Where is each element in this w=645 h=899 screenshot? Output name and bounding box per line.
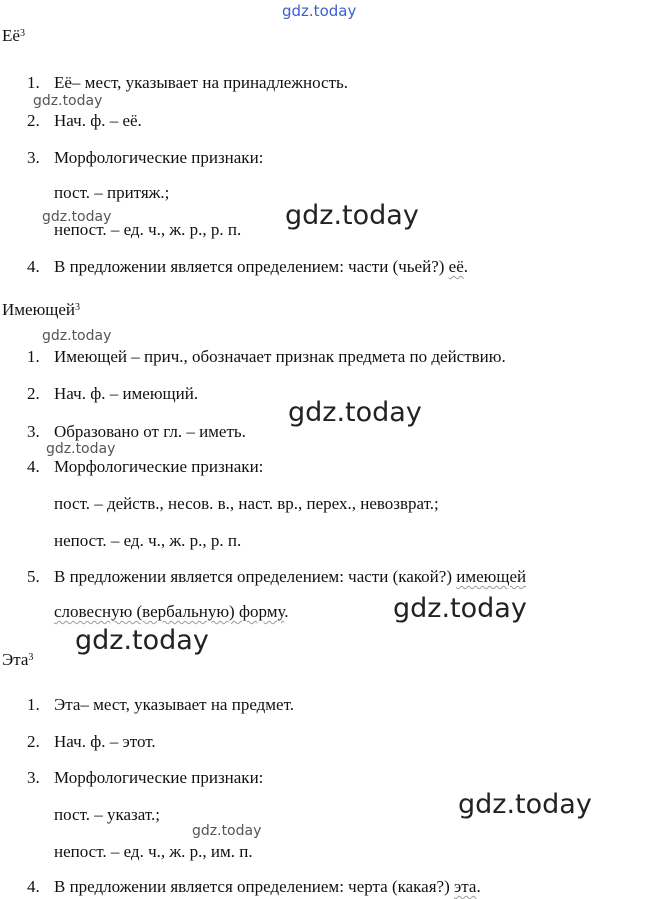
list-item: 2. Нач. ф. – этот. xyxy=(27,732,156,751)
watermark: gdz.today xyxy=(192,823,262,839)
section-heading: Имеющей$^3$ xyxy=(2,300,81,319)
sub-item: пост. – указат.; xyxy=(54,805,160,824)
watermark: gdz.today xyxy=(285,200,419,231)
list-item: 1. Имеющей – прич., обозначает признак предмета по действию. xyxy=(27,347,506,366)
watermark: gdz.today xyxy=(458,789,592,820)
sub-item: словесную (вербальную) форму. xyxy=(54,602,289,621)
list-item: 1. Её– мест, указывает на принадлежность. xyxy=(27,73,349,92)
watermark: gdz.today xyxy=(33,93,103,109)
watermark: gdz.today xyxy=(42,328,112,344)
watermark: gdz.today xyxy=(288,397,422,428)
list-item: 3. Морфологические признаки: xyxy=(27,148,264,167)
list-item: 4. В предложении является определением: части (чьей?) её. xyxy=(27,257,468,276)
sub-item: пост. – действ., несов. в., наст. вр., перех., невозврат.; xyxy=(54,494,439,513)
section-heading: $Её^3$ xyxy=(2,26,25,45)
list-item: 2. Нач. ф. – её. xyxy=(27,111,142,130)
watermark: gdz.today xyxy=(75,625,209,656)
list-item: 1. Эта– мест, указывает на предмет. xyxy=(27,695,295,714)
sub-item: непост. – ед. ч., ж. р., р. п. xyxy=(54,220,242,239)
list-item: 3. Морфологические признаки: xyxy=(27,768,264,787)
list-item: 4. В предложении является определением: черта (какая?) эта. xyxy=(27,877,481,896)
section-heading: Эта$^3$ xyxy=(2,650,34,669)
sub-item: пост. – притяж.; xyxy=(54,183,170,202)
list-item: 2. Нач. ф. – имеющий. xyxy=(27,384,199,403)
watermark: gdz.today xyxy=(42,209,112,225)
sub-item: непост. – ед. ч., ж. р., им. п. xyxy=(54,842,253,861)
watermark-top: gdz.today xyxy=(282,2,357,20)
list-item: 3. Образовано от гл. – иметь. xyxy=(27,422,246,441)
watermark: gdz.today xyxy=(393,593,527,624)
watermark: gdz.today xyxy=(46,441,116,457)
list-item: 4. Морфологические признаки: xyxy=(27,457,264,476)
list-item: 5. В предложении является определением: части (какой?) имеющей xyxy=(27,567,527,586)
sub-item: непост. – ед. ч., ж. р., р. п. xyxy=(54,531,242,550)
